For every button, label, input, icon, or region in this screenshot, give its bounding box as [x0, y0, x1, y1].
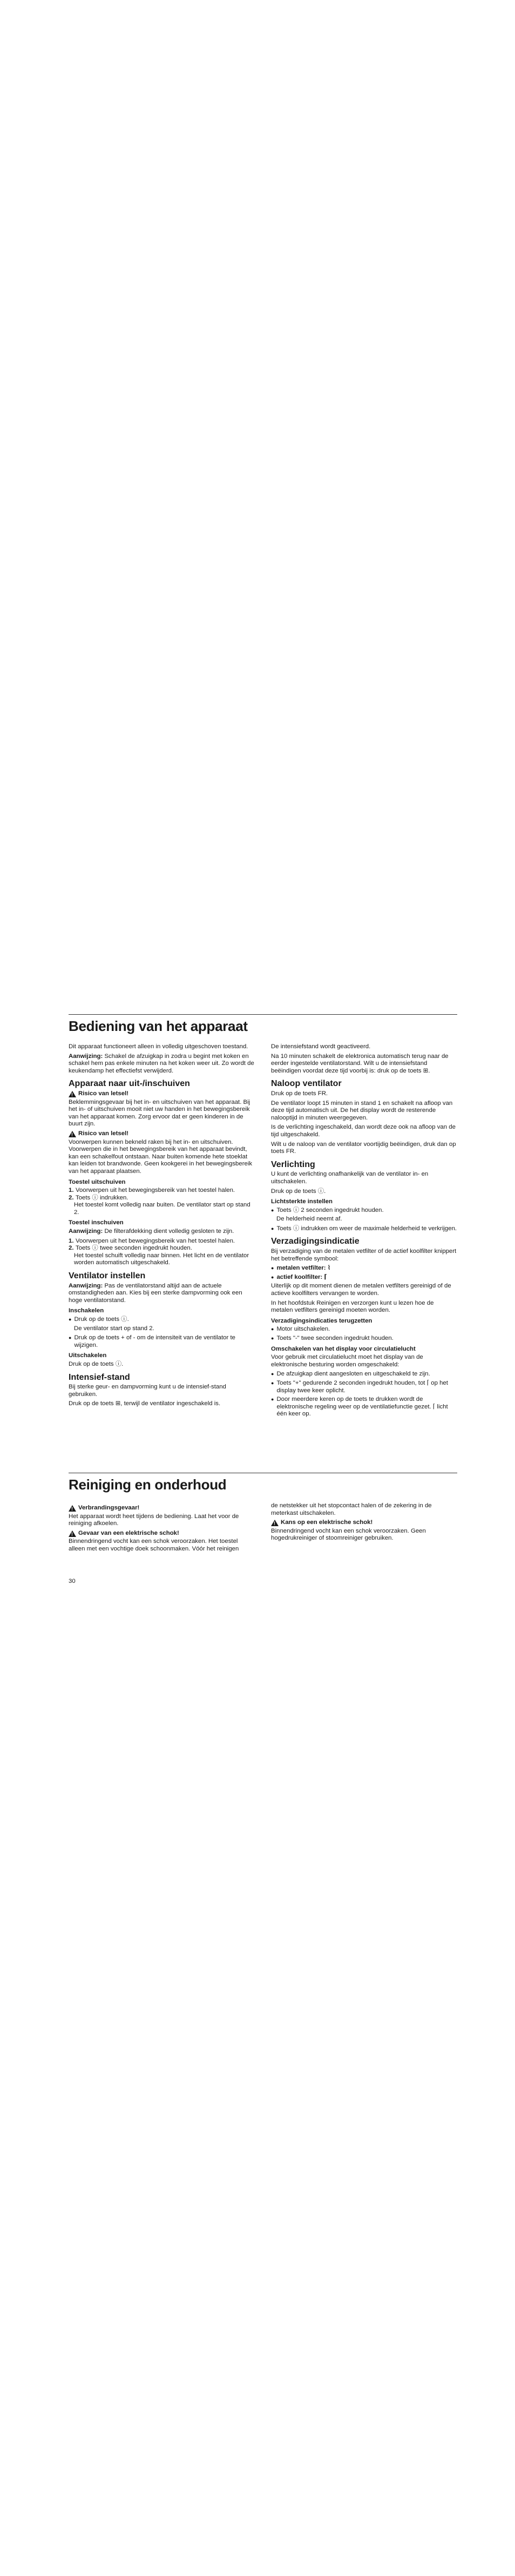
bullet: ● Druk op de toets + of - om de intensiteit van de ventilator te wijzigen.: [69, 1334, 235, 1348]
warning-text: Binnendringend vocht kan een schok veroorzaken. Geen hogedrukreiniger of stoomreiniger gebruiken.: [271, 1527, 426, 1542]
bullet: ● Toets ⓘ 2 seconden ingedrukt houden.: [271, 1206, 384, 1213]
warning-text: Beklemmingsgevaar bij het in- en uitschuiven van het apparaat. Bij het in- of uitschuiven mooit niet uw handen in het bewegingsbereik van het apparaat komen. Zorg ervoor dat er geen kinderen in de buurt zijn.: [69, 1098, 250, 1128]
bullet: ● Motor uitschakelen.: [271, 1326, 330, 1333]
bullet: ● metalen vetfilter: ⌇: [271, 1265, 331, 1272]
bullet-result: De helderheid neemt af.: [276, 1216, 342, 1223]
heading-verzadiging: Verzadigingsindicatie: [271, 1237, 360, 1246]
warning: ! Risico van letsel!: [69, 1090, 255, 1098]
warning-text: Binnendringend vocht kan een schok veroorzaken. Het toestel alleen met een vochtige doek schoonmaken. Vóór het reinigen: [69, 1538, 239, 1552]
body-text: Is de verlichting ingeschakeld, dan wordt deze ook na afloop van de tijd uitgeschakeld.: [271, 1124, 456, 1138]
body-text: Druk op de toets ⊞, terwijl de ventilator ingeschakeld is.: [69, 1400, 221, 1407]
bullet: ● Toets "+" gedurende 2 seconden ingedrukt houden, tot ⌈ op het display twee keer oplicht.: [271, 1379, 448, 1394]
body-text: Uiterlijk op dit moment dienen de metalen vetfilters gereinigd of de actieve koolfilters vervangen te worden.: [271, 1283, 451, 1297]
bullet: ● Toets ⓘ indrukken om weer de maximale helderheid te verkrijgen.: [271, 1225, 457, 1232]
heading-intensief: Intensief-stand: [69, 1372, 130, 1382]
heading-lichtsterkte: Lichtsterkte instellen: [271, 1198, 333, 1205]
heading-verlichting: Verlichting: [271, 1159, 315, 1169]
body-text: Druk op de toets ⓘ.: [69, 1360, 124, 1367]
step: 1. Voorwerpen uit het bewegingsbereik van het toestel halen.: [69, 1187, 235, 1194]
warning-icon: [69, 1091, 76, 1097]
note: Aanwijzing: Pas de ventilatorstand altijd aan de actuele omstandigheden aan. Kies bij een sterke dampvorming ook een hoge ventilatorstand.: [69, 1282, 242, 1304]
right-column: [271, 1502, 457, 1545]
body-text: Bij verzadiging van de metalen vetfilter of de actief koolfilter knippert het betreffende symbool:: [271, 1248, 457, 1262]
body-text: de netstekker uit het stopcontact halen of de zekering in de meterkast uitschakelen.: [271, 1502, 432, 1516]
warning-icon: [69, 1131, 76, 1137]
warning: ! Verbrandingsgevaar!: [69, 1505, 255, 1512]
bullet: ● Door meerdere keren op de toets te drukken wordt de elektronische regeling weer op de ventilatiefunctie gezet. ⌈ licht één keer op.: [271, 1396, 448, 1418]
heading-uitschakelen: Uitschakelen: [69, 1352, 107, 1359]
body-text: Na 10 minuten schakelt de elektronica automatisch terug naar de eerder ingestelde ventilatorstand. Wilt u de intensiefstand beëindigen voordat deze tijd voorbij is: druk op de toets ⊞.: [271, 1053, 449, 1074]
step-result: Het toestel komt volledig naar buiten. De ventilator start op stand 2.: [74, 1202, 250, 1216]
bullet: ● Druk op de toets ⓘ.: [69, 1316, 129, 1323]
heading-in-uit: Apparaat naar uit-/inschuiven: [69, 1079, 190, 1089]
step: 2. Toets ⓘ indrukken.: [69, 1194, 128, 1201]
body-text: De intensiefstand wordt geactiveerd.: [271, 1043, 371, 1050]
warning-icon: [69, 1530, 76, 1537]
warning-icon: [69, 1505, 76, 1512]
warning: ! Risico van letsel!: [69, 1130, 255, 1138]
heading-naloop: Naloop ventilator: [271, 1079, 342, 1089]
body-text: U kunt de verlichting onafhankelijk van de ventilator in- en uitschakelen.: [271, 1171, 429, 1185]
intro-text: Dit apparaat functioneert alleen in volledig uitgeschoven toestand.: [69, 1043, 248, 1050]
bullet: ● Toets "-" twee seconden ingedrukt houden.: [271, 1335, 394, 1341]
body-text: De ventilator loopt 15 minuten in stand 1 en schakelt na afloop van deze tijd automatisch uit. De het display wordt de resterende nalooptijd in minuten weergegeven.: [271, 1100, 453, 1121]
right-column: [271, 1043, 457, 1420]
body-text: Druk op de toets ⓘ.: [271, 1188, 326, 1195]
bullet: ● actief koolfilter: ⌈: [271, 1273, 327, 1280]
bullet: ● De afzuigkap dient aangesloten en uitgeschakeld te zijn.: [271, 1371, 430, 1378]
section-rule: [69, 1014, 457, 1015]
heading-omschakelen: Omschakelen van het display voor circulatielucht: [271, 1345, 416, 1352]
section-title-bediening: Bediening van het apparaat: [69, 1018, 248, 1034]
step: 1. Voorwerpen uit het bewegingsbereik van het toestel halen.: [69, 1237, 235, 1244]
section-title-reiniging: Reiniging en onderhoud: [69, 1476, 227, 1493]
page-number: 30: [69, 1578, 76, 1584]
heading-ventilator: Ventilator instellen: [69, 1271, 146, 1281]
warning-text: Het apparaat wordt heet tijdens de bediening. Laat het voor de reiniging afkoelen.: [69, 1513, 239, 1527]
heading-uitschuiven: Toestel uitschuiven: [69, 1178, 126, 1185]
body-text: Bij sterke geur- en dampvorming kunt u de intensief-stand gebruiken.: [69, 1384, 226, 1398]
warning-text: Voorwerpen kunnen bekneld raken bij het in- en uitschuiven. Voorwerpen die in het bewegingsbereik van het apparaat bevindt, kan een schakelfout ontstaan. Naar buiten komende hete stoeklat kan leiden tot brandwonde. Geen kookgerei in het bewegingsbereik van het apparaat plaatsen.: [69, 1138, 253, 1175]
bullet-result: De ventilator start op stand 2.: [74, 1325, 154, 1332]
heading-inschakelen: Inschakelen: [69, 1307, 104, 1314]
body-text: Voor gebruik met circulatielucht moet het display van de elektronische besturing worden omgeschakeld:: [271, 1354, 423, 1368]
body-text: Wilt u de naloop van de ventilator voortijdig beëindigen, druk dan op toets FR.: [271, 1141, 456, 1155]
warning: ! Kans op een elektrische schok!: [271, 1519, 457, 1527]
left-column: [69, 1043, 255, 1410]
note: Aanwijzing: De filterafdekking dient volledig gesloten te zijn.: [69, 1228, 234, 1235]
heading-inschuiven: Toestel inschuiven: [69, 1219, 124, 1226]
step-result: Het toestel schuift volledig naar binnen. Het licht en de ventilator worden automatisch uitgeschakeld.: [74, 1252, 249, 1266]
note: Aanwijzing: Schakel de afzuigkap in zodra u begint met koken en schakel hem pas enkele minuten na het koken weer uit. Zo wordt de keukendamp het effectiefst verwijderd.: [69, 1053, 254, 1074]
warning: ! Gevaar van een elektrische schok!: [69, 1530, 255, 1537]
body-text: In het hoofdstuk Reinigen en verzorgen kunt u lezen hoe de metalen vetfilters gereinigd moeten worden.: [271, 1299, 434, 1314]
heading-terugzetten: Verzadigingsindicaties terugzetten: [271, 1317, 372, 1324]
body-text: Druk op de toets FR.: [271, 1090, 328, 1097]
step: 2. Toets ⓘ twee seconden ingedrukt houden.: [69, 1245, 192, 1252]
left-column: [69, 1502, 255, 1555]
warning-icon: [271, 1520, 279, 1526]
